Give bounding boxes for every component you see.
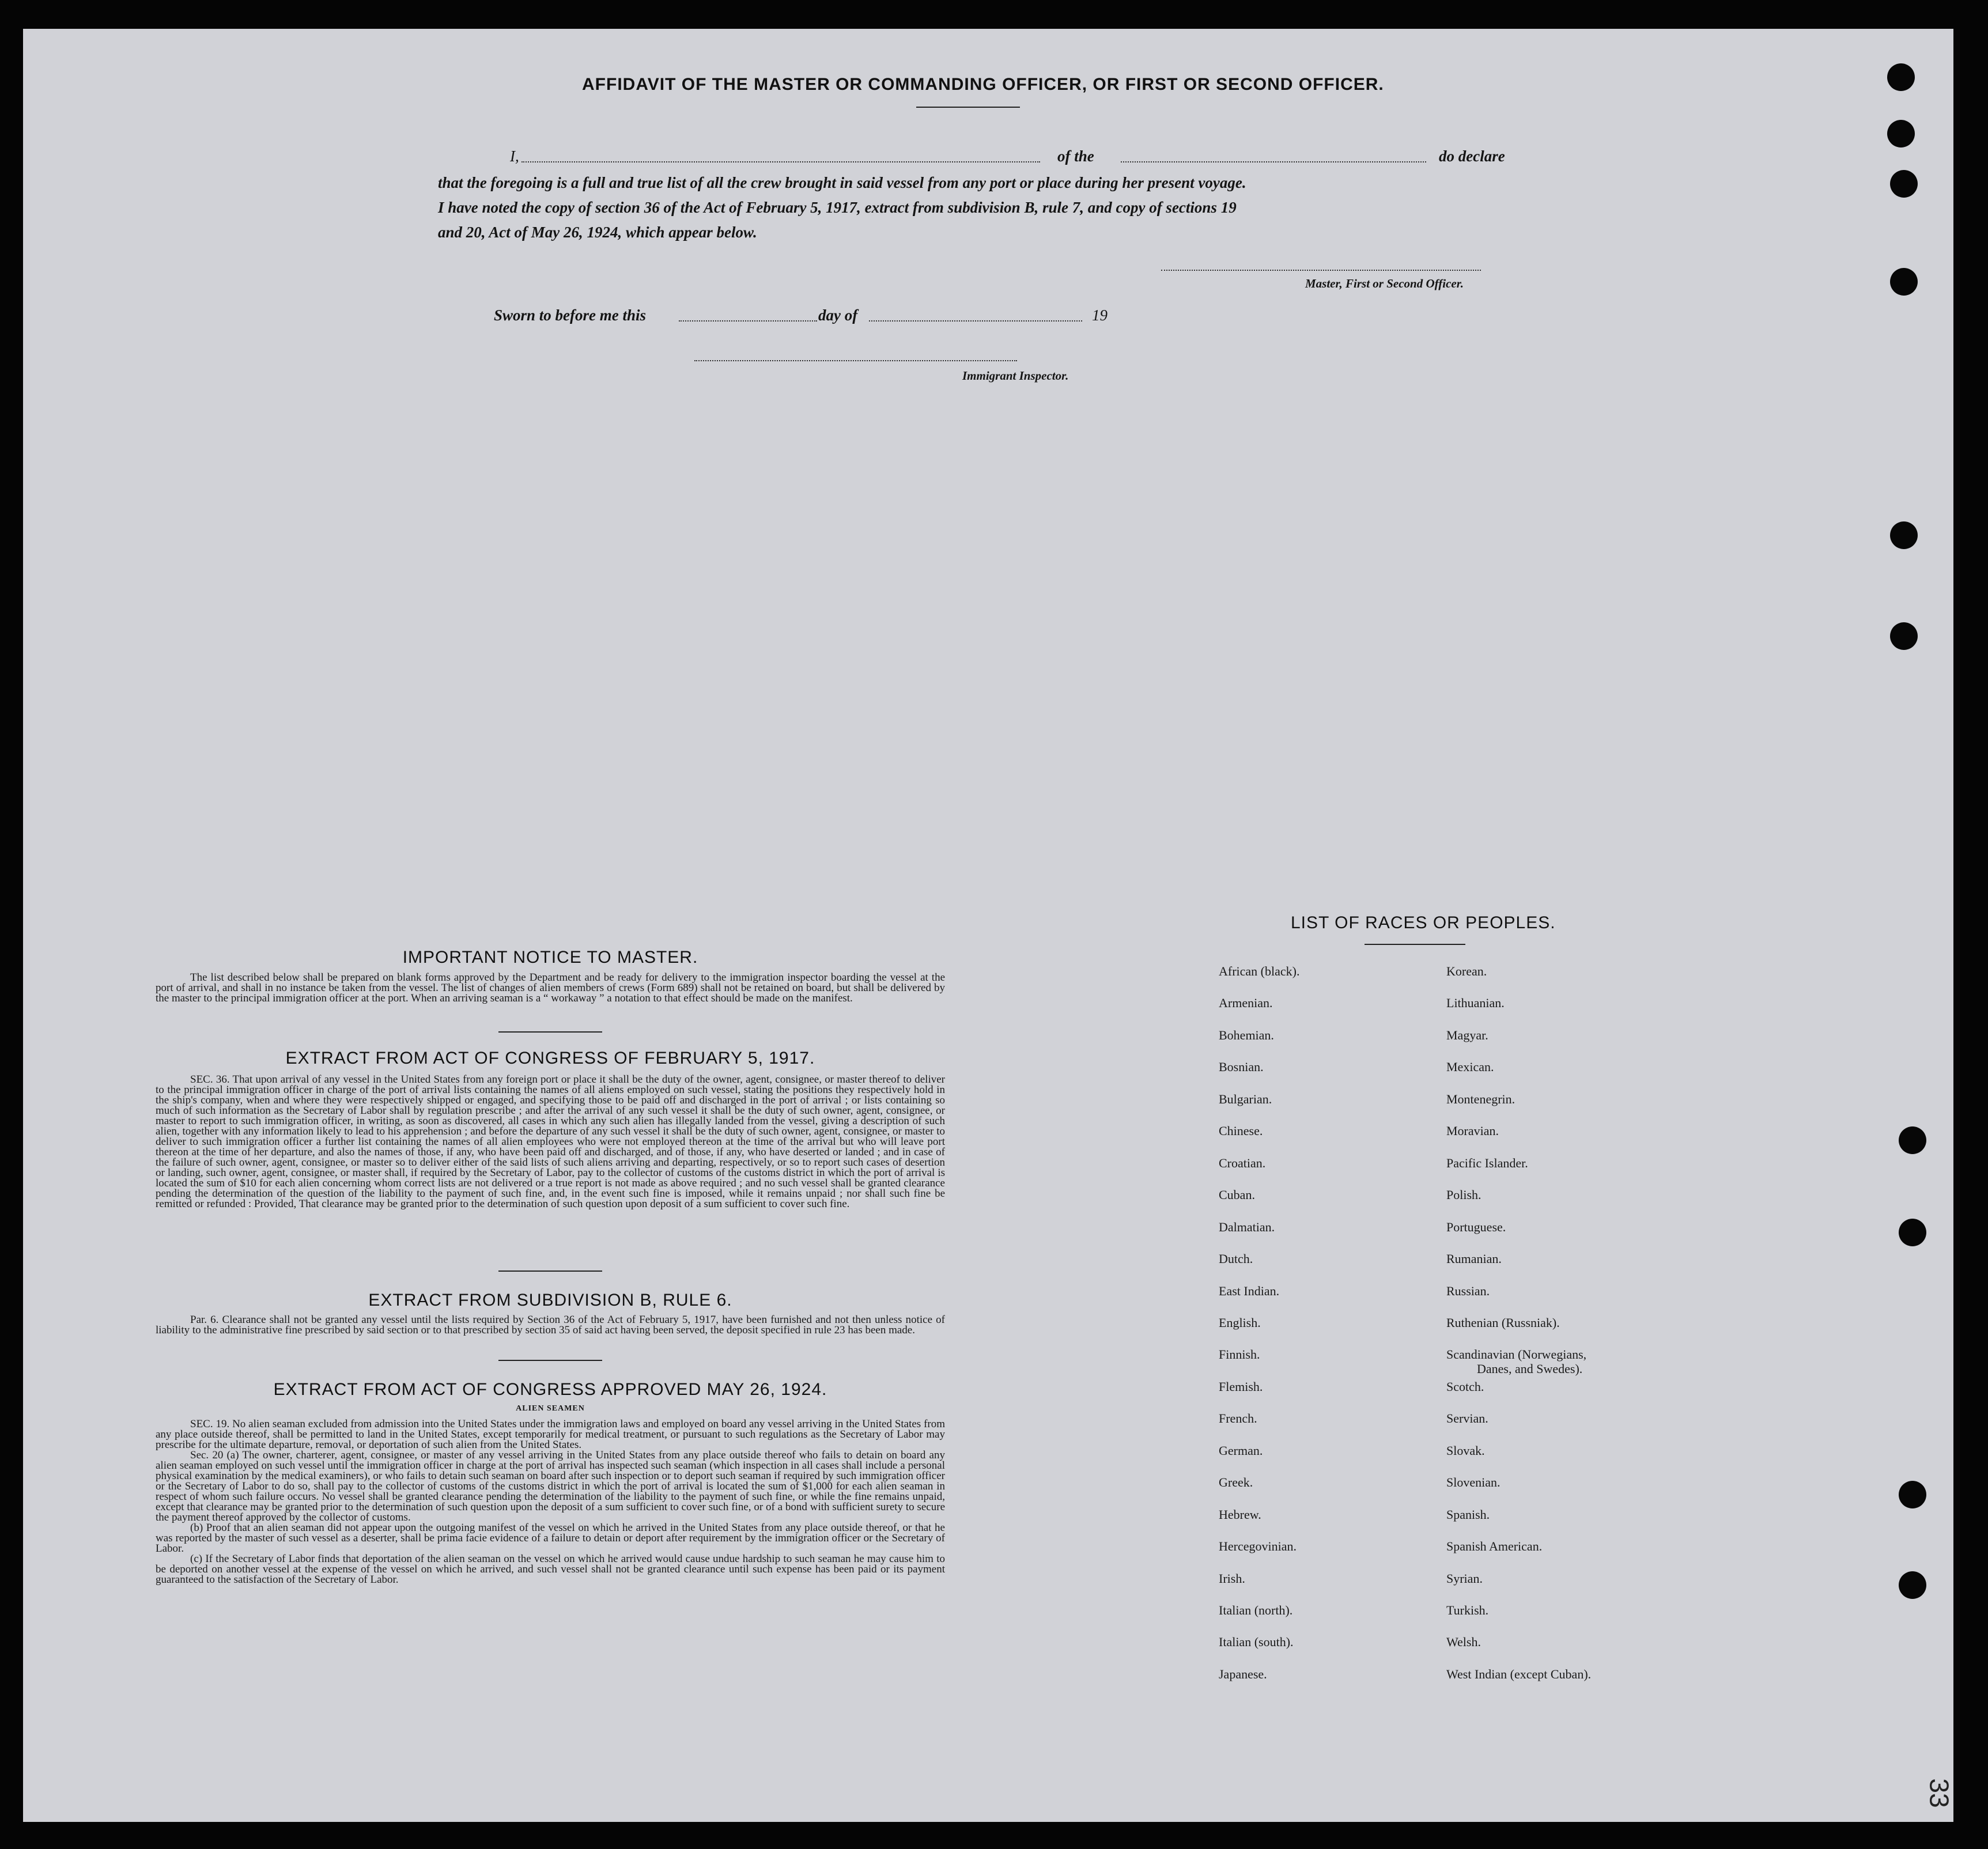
race-item: Polish. (1446, 1188, 1481, 1202)
race-item: Scotch. (1446, 1379, 1484, 1394)
races-title: LIST OF RACES OR PEOPLES. (1291, 913, 1556, 932)
sec-20c-paragraph: (c) If the Secretary of Labor finds that deportation of the alien seaman on the vessel on which he arrived would cause undue hardship to such seaman he may cause him to be deported on another vessel at the expense of the vessel on which he arrived, and such vessel shall not be granted clearance until such expense has been paid or its payment guaranteed to the satisfaction of the Secretary of Labor. (156, 1553, 945, 1586)
race-item: Spanish American. (1446, 1539, 1543, 1553)
race-item: Flemish. (1219, 1379, 1263, 1394)
vessel-blank[interactable] (1121, 161, 1426, 162)
punch-hole (1899, 1219, 1926, 1246)
punch-hole (1899, 1481, 1926, 1508)
affidavit-line-3: I have noted the copy of section 36 of the Act of February 5, 1917, extract from subdivision B, rule 7, and copy of sections 19 (438, 199, 1237, 216)
master-signature-line[interactable] (1161, 270, 1481, 271)
notice-paragraph: The list described below shall be prepared on blank forms approved by the Department and be ready for delivery to the immigration inspector boarding the vessel at the port of arrival, and shall in no instance be taken from the vessel. The list of changes of alien members of crews (Form 689) shall not be retained on board, but shall be delivered by the master to the principal immigration officer at the port. When an arriving seaman is a “ workaway ” a notation to that effect should be made on the manifest. (156, 971, 945, 1004)
race-continuation: Danes, and Swedes). (1477, 1362, 1583, 1376)
race-item: Pacific Islander. (1446, 1156, 1528, 1170)
punch-hole (1887, 120, 1915, 148)
divider (916, 107, 1020, 108)
divider (498, 1031, 602, 1033)
page-number: 33 (1924, 1778, 1955, 1808)
punch-hole (1890, 521, 1918, 549)
punch-hole (1887, 63, 1915, 91)
punch-hole (1890, 268, 1918, 296)
race-item: Bohemian. (1219, 1028, 1274, 1042)
divider (498, 1271, 602, 1272)
race-item: Slovak. (1446, 1443, 1485, 1458)
punch-hole (1899, 1571, 1926, 1599)
race-item: Irish. (1219, 1571, 1245, 1586)
race-item: West Indian (except Cuban). (1446, 1667, 1592, 1681)
affidavit-line-2: that the foregoing is a full and true list of all the crew brought in said vessel from any port or place during her present voyage. (438, 174, 1246, 191)
race-item: Magyar. (1446, 1028, 1488, 1042)
race-item: Cuban. (1219, 1188, 1255, 1202)
race-item: Ruthenian (Russniak). (1446, 1315, 1560, 1330)
race-item: Greek. (1219, 1475, 1253, 1489)
race-item: Mexican. (1446, 1060, 1494, 1074)
race-item: Montenegrin. (1446, 1092, 1515, 1106)
race-item: Dutch. (1219, 1251, 1253, 1266)
race-item: Japanese. (1219, 1667, 1267, 1681)
inspector-caption: Immigrant Inspector. (962, 369, 1069, 383)
race-item: Italian (north). (1219, 1603, 1293, 1617)
race-item: African (black). (1219, 964, 1300, 978)
month-blank[interactable] (869, 320, 1082, 322)
race-item: Bulgarian. (1219, 1092, 1272, 1106)
race-item: English. (1219, 1315, 1261, 1330)
sec-19-paragraph: SEC. 19. No alien seaman excluded from admission into the United States under the immigration laws and employed on board any vessel arriving in the United States from any place outside thereof, shall be permitted to land in the United States, except temporarily for medical treatment, or pursuant to such regulations as the Secretary of Labor may prescribe for the ultimate departure, removal, or deportation of such alien from the United States. (156, 1418, 945, 1451)
race-item: Spanish. (1446, 1507, 1490, 1522)
sec-20b-paragraph: (b) Proof that an alien seaman did not appear upon the outgoing manifest of the vessel on which he arrived in the United States from any place outside thereof, or that he was reported by the master of such vessel as a deserter, shall be prima facie evidence of a failure to detain or deport after requirement by the immigration officer or the Secretary of Labor. (156, 1522, 945, 1555)
alien-seamen-heading: ALIEN SEAMEN (516, 1404, 585, 1413)
inspector-signature-line[interactable] (694, 360, 1017, 361)
race-item: Russian. (1446, 1284, 1490, 1298)
race-item: Portuguese. (1446, 1220, 1506, 1234)
race-item: Rumanian. (1446, 1251, 1502, 1266)
affidavit-declare: do declare (1439, 148, 1505, 165)
race-item: Servian. (1446, 1411, 1488, 1425)
sworn-text: Sworn to before me this (494, 307, 647, 324)
race-item: Korean. (1446, 964, 1487, 978)
affidavit-i: I, (510, 148, 519, 165)
par-6-paragraph: Par. 6. Clearance shall not be granted any vessel until the lists required by Section 36 of the Act of February 5, 1917, have been furnished and not then unless notice of liability to the administrative fine prescribed by said section or to that prescribed by section 35 of said act having been served, the deposit specified in rule 23 has been made. (156, 1314, 945, 1336)
race-item: Syrian. (1446, 1571, 1483, 1586)
name-blank[interactable] (521, 161, 1040, 162)
race-item: Slovenian. (1446, 1475, 1501, 1489)
sworn-day-of: day of (818, 307, 858, 324)
divider (498, 1360, 602, 1361)
notice-text (156, 973, 945, 1004)
subdivision-b-title: EXTRACT FROM SUBDIVISION B, RULE 6. (368, 1291, 732, 1310)
punch-hole (1890, 622, 1918, 650)
day-blank[interactable] (679, 320, 817, 322)
sec-36-paragraph: SEC. 36. That upon arrival of any vessel in the United States from any foreign port or place it shall be the duty of the owner, agent, consignee, or master thereof to deliver to the principal immigration officer in charge of the port of arrival lists containing the names of all aliens employed on such vessel, stating the positions they respectively hold in the ship's company, when and where they were respectively shipped or engaged, and specifying those to be paid off and discharged in the port of arrival ; or lists containing so much of such information as the Secretary of Labor shall by regulation prescribe ; and after the arrival of any such vessel it shall be the duty of such owner, agent, consignee, or master to report to such immigration officer, in writing, as soon as discovered, all cases in which any such alien has illegally landed from the vessel, giving a description of such alien, together with any information likely to lead to his apprehension ; and before the departure of any such vessel it shall be the duty of such owner, agent, consignee, or master to deliver to such immigration officer a further list containing the names of all alien employees who were not employed thereon at the time of the arrival but who will leave port thereon at the time of her departure, and also the names of those, if any, who have been paid off and discharged, and of those, if any, who have deserted or landed ; and in case of the failure of such owner, agent, consignee, or master so to deliver either of the said lists of such aliens arriving and departing, respectively, or so to report such cases of desertion or landing, such owner, agent, consignee, or master shall, if required by the Secretary of Labor, pay to the collector of customs of the customs district in which the port of arrival is located the sum of $10 for each alien concerning whom correct lists are not delivered or a true report is not made as above required ; and no such vessel shall be granted clearance pending the determination of the question of the liability to the payment of such fine, and, in the event such fine is imposed, while it remains unpaid ; nor shall such fine be remitted or refunded : Provided, That clearance may be granted prior to the determination of such question upon deposit of a sum sufficient to cover such fine. (156, 1073, 945, 1210)
extract-1917-text (156, 1075, 945, 1209)
extract-1924-title: EXTRACT FROM ACT OF CONGRESS APPROVED MAY 26, 1924. (273, 1380, 827, 1399)
punch-hole (1890, 170, 1918, 198)
sec-20a-paragraph: Sec. 20 (a) The owner, charterer, agent, consignee, or master of any vessel arriving in the United States from any place outside thereof who fails to detain on board any alien seaman employed on such vessel until the immigration officer in charge at the port of arrival has inspected such seaman (which inspection in all cases shall include a personal physical examination by the medical examiners), or who fails to detain such seaman on board after such inspection or to deport such seaman if required by such immigration officer or the Secretary of Labor to do so, shall pay to the collector of customs of the customs district in which the port of arrival is located the sum of $1,000 for each alien seaman in respect of whom such failure occurs. No vessel shall be granted clearance pending the determination of the liability to the payment of such fine, or while the fine remains unpaid, except that clearance may be granted prior to the determination of such question upon the deposit of a sum sufficient to cover such fine, or of a bond with sufficient surety to secure the payment thereof approved by the collector of customs. (156, 1449, 945, 1523)
extract-1924-text (156, 1419, 945, 1585)
affidavit-of-the: of the (1057, 148, 1094, 165)
affidavit-title: AFFIDAVIT OF THE MASTER OR COMMANDING OFFICER, OR FIRST OR SECOND OFFICER. (582, 75, 1384, 94)
divider (1365, 944, 1465, 945)
sworn-year: 19 (1092, 307, 1108, 324)
race-item: Moravian. (1446, 1124, 1499, 1138)
race-item: Hebrew. (1219, 1507, 1261, 1522)
race-item: Hercegovinian. (1219, 1539, 1297, 1553)
race-item: Finnish. (1219, 1347, 1260, 1362)
race-item: French. (1219, 1411, 1257, 1425)
race-item: Bosnian. (1219, 1060, 1264, 1074)
extract-1917-title: EXTRACT FROM ACT OF CONGRESS OF FEBRUARY 5, 1917. (285, 1049, 815, 1068)
race-item: German. (1219, 1443, 1263, 1458)
race-item: East Indian. (1219, 1284, 1280, 1298)
master-caption: Master, First or Second Officer. (1305, 277, 1464, 290)
race-item: Italian (south). (1219, 1635, 1294, 1649)
race-item: Dalmatian. (1219, 1220, 1275, 1234)
race-item: Welsh. (1446, 1635, 1481, 1649)
punch-hole (1899, 1126, 1926, 1154)
race-item: Croatian. (1219, 1156, 1266, 1170)
subdivision-b-text (156, 1315, 945, 1336)
affidavit-line-4: and 20, Act of May 26, 1924, which appear below. (438, 224, 757, 241)
race-item: Armenian. (1219, 996, 1273, 1010)
race-item: Lithuanian. (1446, 996, 1505, 1010)
race-item: Scandinavian (Norwegians, (1446, 1347, 1587, 1362)
notice-title: IMPORTANT NOTICE TO MASTER. (402, 948, 698, 967)
race-item: Chinese. (1219, 1124, 1263, 1138)
race-item: Turkish. (1446, 1603, 1489, 1617)
